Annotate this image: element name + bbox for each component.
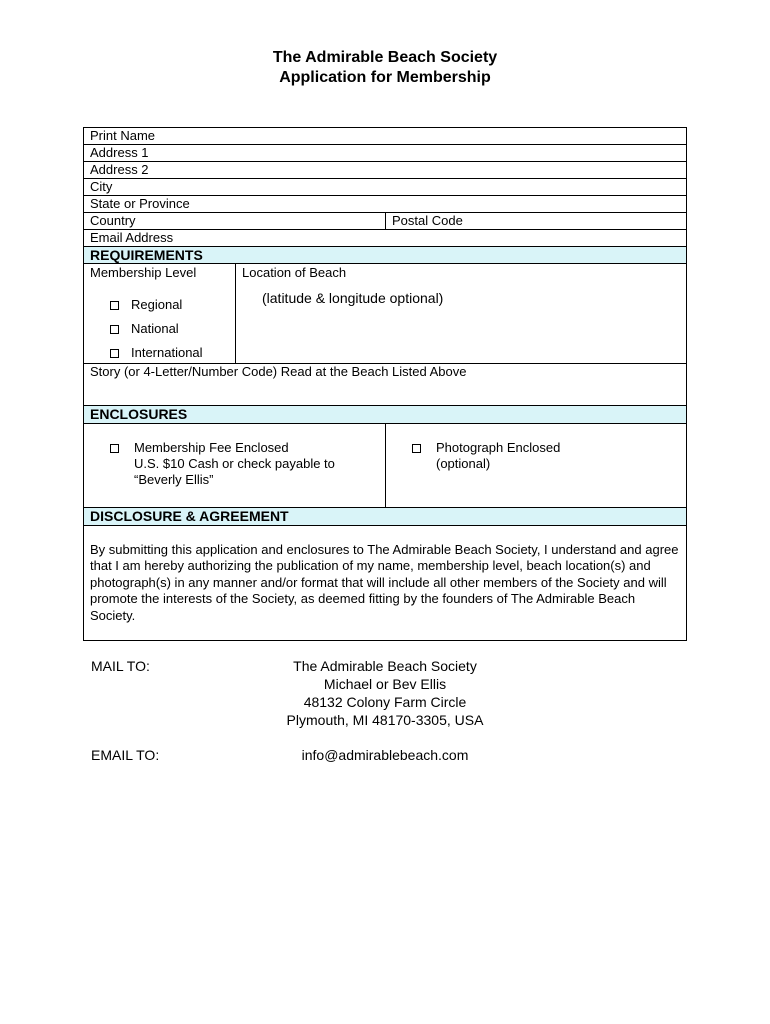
international-label: International (131, 345, 203, 360)
state-field[interactable] (84, 196, 686, 213)
level-national[interactable] (110, 321, 179, 337)
photo-line2: (optional) (436, 456, 491, 471)
print-name-field[interactable] (84, 128, 686, 145)
story-label: Story (or 4-Letter/Number Code) Read at the Beach Listed Above (90, 364, 467, 379)
city-field[interactable] (84, 179, 686, 196)
country-postal-row (84, 213, 686, 230)
fee-text (134, 440, 335, 488)
location-hint: (latitude & longitude optional) (262, 290, 444, 306)
location-cell[interactable] (236, 264, 686, 363)
international-checkbox[interactable] (110, 349, 119, 358)
form-title: The Admirable Beach Society (272, 49, 498, 66)
requirements-header: REQUIREMENTS (84, 247, 686, 264)
disclosure-header: DISCLOSURE & AGREEMENT (84, 508, 686, 526)
membership-level-label: Membership Level (90, 265, 197, 280)
enclosures-header: ENCLOSURES (84, 406, 686, 424)
mail-line: 48132 Colony Farm Circle (303, 694, 467, 710)
form-subtitle: Application for Membership (279, 69, 491, 86)
regional-label: Regional (131, 297, 183, 312)
mail-line: The Admirable Beach Society (293, 658, 477, 674)
fee-checkbox[interactable] (110, 444, 119, 453)
photo-text (436, 440, 560, 472)
print-name-label: Print Name (90, 128, 156, 143)
email-to-label: EMAIL TO: (91, 747, 160, 763)
national-checkbox[interactable] (110, 325, 119, 334)
mail-line: Michael or Bev Ellis (323, 676, 447, 692)
photo-line1: Photograph Enclosed (436, 440, 561, 455)
story-field[interactable] (84, 364, 686, 406)
regional-checkbox[interactable] (110, 301, 119, 310)
address1-field[interactable] (84, 145, 686, 162)
mail-line: Plymouth, MI 48170-3305, USA (286, 712, 484, 728)
requirements-row (84, 264, 686, 364)
email-field[interactable] (84, 230, 686, 247)
postal-field[interactable] (386, 213, 463, 229)
photo-checkbox[interactable] (412, 444, 421, 453)
photo-cell (386, 424, 686, 507)
country-label: Country (90, 213, 136, 228)
disclosure-text: By submitting this application and enclosures to The Admirable Beach Society, I understand and agree that I am hereby authorizing the publication of my name, membership level, beach location(s) and photograph(s) in any manner and/or format that will include all other members of the Society and will promote the interests of the Society, as deemed fitting by the founders of The Admirable Beach Society. (90, 542, 679, 623)
fee-line3: “Beverly Ellis” (134, 472, 214, 487)
mail-address (185, 657, 585, 729)
membership-level-cell (84, 264, 236, 363)
address2-label: Address 2 (90, 162, 149, 177)
fee-line1: Membership Fee Enclosed (134, 440, 289, 455)
country-field[interactable] (84, 213, 386, 229)
address1-label: Address 1 (90, 145, 149, 160)
level-regional[interactable] (110, 297, 182, 313)
location-label: Location of Beach (242, 265, 347, 280)
national-label: National (131, 321, 179, 336)
state-label: State or Province (90, 196, 190, 211)
city-label: City (90, 179, 113, 194)
enclosures-row (84, 424, 686, 508)
mail-to-label: MAIL TO: (91, 658, 150, 674)
email-label: Email Address (90, 230, 174, 245)
address2-field[interactable] (84, 162, 686, 179)
fee-line2: U.S. $10 Cash or check payable to (134, 456, 335, 471)
application-form (83, 127, 687, 641)
email-address-link[interactable]: info@admirablebeach.com (301, 747, 469, 763)
level-international[interactable] (110, 345, 203, 361)
postal-label: Postal Code (392, 213, 463, 228)
fee-cell (84, 424, 386, 507)
